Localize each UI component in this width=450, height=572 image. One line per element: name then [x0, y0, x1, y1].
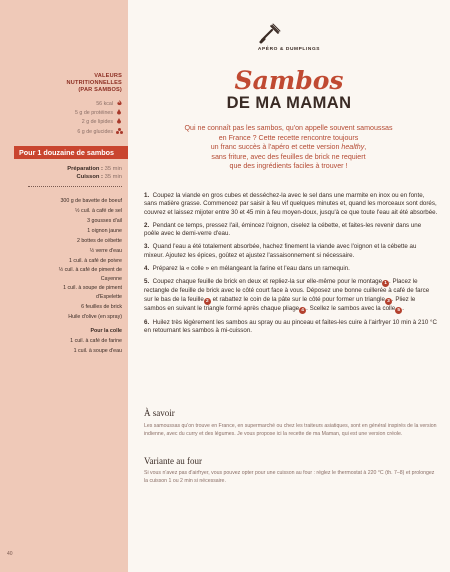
step-4: 4. Préparez la « colle » en mélangeant la farine et l'eau dans un ramequin. — [144, 265, 350, 273]
nutrition-row: 6 g de glucides — [4, 127, 122, 136]
step-badge: 4 — [299, 307, 306, 314]
colle-title: Pour la colle — [90, 328, 122, 334]
list-item: ½ cuil. à café de piment de — [58, 267, 122, 273]
page-title: DE MA MAMAN — [226, 94, 352, 112]
step-5: 5. Coupez chaque feuille de brick en deux et repliez-la sur elle-même pour le montage 1 . Placez le rectangle de feuille de brick avec le côté court face à vous. Déposez une bonne cuillerée à café de farce sur le bas de la feuille 2 et rabattez le coin de la pâte sur le côté pour former un triangle 3 . Pliez le sambos en suivant le triangle formé après chaque pliage 4 . Scellez le sambos avec la colle 5 . — [144, 278, 430, 313]
step-3: 3. Quand l'eau a été totalement absorbée, hachez finement la viande avec l'oignon et la cébette au mixeur. Ajoutez les épices, goûtez et ajustez l'assaisonnement si nécessaire. — [144, 243, 417, 259]
page-title-script: Sambos — [234, 66, 344, 95]
nutrition-title: VALEURS NUTRITIONNELLES (PAR SAMBOS) — [66, 73, 122, 94]
list-item: 1 cuil. à soupe de piment — [63, 285, 122, 291]
chef-hat-icon — [258, 22, 282, 46]
servings-banner: Pour 1 douzaine de sambos — [14, 146, 128, 159]
savoir-heading: À savoir — [144, 408, 175, 418]
times-block: Préparation : 35 min Cuisson : 35 min — [67, 166, 122, 180]
intro-paragraph: Qui ne connaît pas les sambos, qu'on appelle souvent samoussas en France ? Cette recette rencontre toujours un franc succès à l'apéro et cette version healthy, sans friture, avec des feuilles de brick ne requiert que des ingrédients faciles à trouver ! — [184, 124, 393, 171]
list-item: ½ cuil. à café de sel — [75, 208, 122, 214]
list-item: 300 g de bavette de boeuf — [60, 198, 122, 204]
drop-icon — [116, 109, 122, 117]
sidebar — [0, 0, 128, 572]
nutrition-row: 56 kcal — [4, 99, 122, 108]
oil-drop-icon — [116, 118, 122, 126]
nutrition-row: 2 g de lipides — [4, 118, 122, 127]
ingredient-list — [4, 196, 122, 356]
step-badge: 5 — [395, 307, 402, 314]
list-item: 1 oignon jaune — [87, 228, 122, 234]
list-item: 3 gousses d'ail — [87, 218, 122, 224]
dotted-divider — [28, 186, 122, 187]
steps-list — [144, 192, 438, 340]
section-kicker: APÉRO & DUMPLINGS — [257, 47, 321, 52]
list-item: 1 cuil. à café de poivre — [69, 258, 122, 264]
list-item: 6 feuilles de brick — [81, 304, 122, 310]
step-badge: 3 — [385, 298, 392, 305]
step-badge: 1 — [382, 280, 389, 287]
list-item: 1 cuil. à soupe d'eau — [73, 348, 122, 354]
grain-icon — [116, 128, 122, 136]
step-6: 6. Huilez très légèrement les sambos au spray ou au pinceau et faites-les cuire à l'airfryer 10 min à 210 °C en retournant les sambos à mi-cuisson. — [144, 318, 437, 334]
savoir-text: Les samoussas qu'on trouve en France, en supermarché ou chez les traiteurs asiatiques, sont en général inspirés de la version indienne, avec du curry et des légumes. Je vous propose ici la recette de ma Maman, qui est une version créole. — [144, 423, 437, 437]
variante-heading: Variante au four — [144, 456, 202, 466]
page-number: 40 — [7, 551, 13, 557]
list-item: ½ verre d'eau — [89, 248, 122, 254]
step-2: 2. Pendant ce temps, pressez l'ail, émincez l'oignon, ciselez la cébette, et faites-les revenir dans une poêle avec le demi-verre d'eau. — [144, 221, 422, 238]
list-item: d'Espelette — [95, 294, 122, 300]
list-item: Cayenne — [100, 276, 122, 282]
step-badge: 2 — [204, 298, 211, 305]
flame-icon — [116, 100, 122, 108]
list-item: Huile d'olive (en spray) — [68, 314, 122, 320]
variante-text: Si vous n'avez pas d'airfryer, vous pouvez opter pour une cuisson au four : réglez le thermostat à 220 °C (th. 7–8) et prolongez la cuisson 1 ou 2 min si nécessaire. — [144, 470, 435, 484]
list-item: 2 bottes de cébette — [76, 238, 122, 244]
step-1: 1. Coupez la viande en gros cubes et desséchez-la avec le sel dans une marmite en inox ou en fonte, sans matière grasse. Commencez par saisir à feu vif quelques minutes et, quand les morceaux sont dorés, couvrez et laissez mijoter entre 30 et 45 min à feu moyen-doux, jusqu'à ce que toute l'eau ait été absorbée. — [144, 192, 438, 216]
list-item: 1 cuil. à café de farine — [70, 338, 122, 344]
nutrition-row: 5 g de protéines — [4, 108, 122, 117]
nutrition-list — [4, 99, 122, 137]
main-content — [128, 0, 450, 572]
